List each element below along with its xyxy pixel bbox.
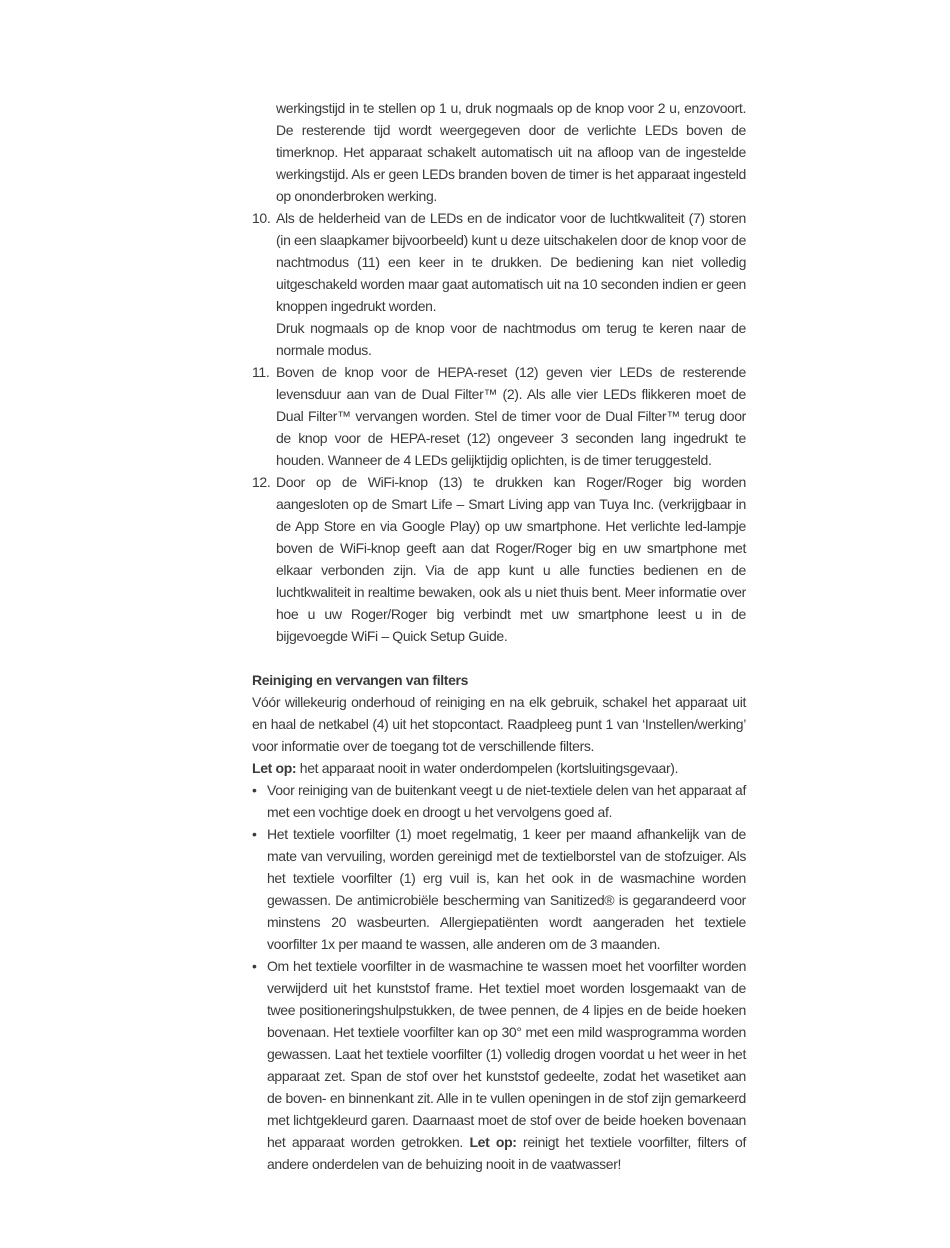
item-text: Boven de knop voor de HEPA-reset (12) geven vier LEDs de resterende levensduur aan van de Dual Filter™ (2). Als alle vier LEDs flikkeren moet de Dual Filter™ vervangen worden. Stel de timer voor de Dual Filter™ terug door de knop voor de HEPA-reset (12) ongeveer 3 seconden lang ingedrukt te houden. Wanneer de 4 LEDs gelijktijdig oplichten, is de timer teruggesteld. — [276, 364, 746, 468]
item-number: 10. — [252, 210, 271, 226]
item-number: 12. — [252, 474, 271, 490]
item-text: Als de helderheid van de LEDs en de indicator voor de luchtkwaliteit (7) storen (in een slaapkamer bijvoorbeeld) kunt u deze uitschakelen door de knop voor de nachtmodus (11) een keer in te drukken. De bediening kan niet volledig uitgeschakeld worden maar gaat automatisch uit na 10 seconden indien er geen knoppen ingedrukt worden. — [276, 210, 747, 314]
list-item-10 — [252, 207, 746, 361]
warning-label: Let op: — [469, 1134, 517, 1150]
intro-continuation: werkingstijd in te stellen op 1 u, druk nogmaals op de knop voor 2 u, enzovoort. De resterende tijd wordt weergegeven door de verlichte LEDs boven de timerknop. Het apparaat schakelt automatisch uit na afloop van de ingestelde werkingstijd. Als er geen LEDs branden boven de timer is het apparaat ingesteld op ononderbroken werking. — [276, 100, 746, 204]
item-number: 11. — [252, 364, 270, 380]
bullet-text-tail: reinigt het textiele voorfilter, filters of andere onderdelen van de behuizing nooit in de vaatwasser! — [267, 1134, 746, 1172]
warning-label: Let op: — [252, 760, 297, 776]
bullet-item — [252, 823, 746, 955]
item-text-2: Druk nogmaals op de knop voor de nachtmodus om terug te keren naar de normale modus. — [276, 320, 746, 358]
warning-text: het apparaat nooit in water onderdompelen (kortsluitingsgevaar). — [296, 760, 679, 776]
bullet-text-main: Om het textiele voorfilter in de wasmachine te wassen moet het voorfilter worden verwijderd uit het kunststof frame. Het textiel moet worden losgemaakt van de twee positioneringshulpstukken, de twee pennen, de 4 lipjes en de beide hoeken bovenaan. Het textiele voorfilter kan op 30° met een mild wasprogramma worden gewassen. Laat het textiele voorfilter (1) volledig drogen voordat u het weer in het apparaat zet. Span de stof over het kunststof gedeelte, zodat het wasetiket aan de boven- en binnenkant zit. Alle in te vullen openingen in de stof zijn gemarkeerd met lichtgekleurd garen. Daarnaast moet de stof over de beide hoeken bovenaan het apparaat worden getrokken. — [267, 958, 746, 1150]
bullet-text — [267, 955, 746, 1175]
bullet-text: Voor reiniging van de buitenkant veegt u de niet-textiele delen van het apparaat af met een vochtige doek en droogt u het vervolgens goed af. — [267, 782, 746, 820]
list-item-12 — [252, 471, 746, 647]
manual-page — [252, 97, 746, 1175]
section-intro-text: Vóór willekeurig onderhoud of reiniging en na elk gebruik, schakel het apparaat uit en haal de netkabel (4) uit het stopcontact. Raadpleeg punt 1 van ‘Instellen/werking’ voor informatie over de toegang tot de verschillende filters. — [252, 694, 746, 754]
section-intro — [252, 691, 746, 779]
bullet-item — [252, 955, 746, 1175]
list-item-11 — [252, 361, 746, 471]
bullet-icon: • — [252, 782, 257, 798]
bullet-icon: • — [252, 958, 257, 974]
bullet-text: Het textiele voorfilter (1) moet regelmatig, 1 keer per maand afhankelijk van de mate van vervuiling, worden gereinigd met de textielborstel van de stofzuiger. Als het textiele voorfilter (1) erg vuil is, kan het ook in de wasmachine worden gewassen. De antimicrobiële bescherming van Sanitized® is gegarandeerd voor minstens 20 wasbeurten. Allergiepatiënten wordt aangeraden het textiele voorfilter 1x per maand te wassen, alle anderen om de 3 maanden. — [267, 826, 746, 952]
item-text: Door op de WiFi-knop (13) te drukken kan Roger/Roger big worden aangesloten op de Smart Life – Smart Living app van Tuya Inc. (verkrijgbaar in de App Store en via Google Play) op uw smartphone. Het verlichte led-lampje boven de WiFi-knop geeft aan dat Roger/Roger big en uw smartphone met elkaar verbonden zijn. Via de app kunt u alle functies bedienen en de luchtkwaliteit in realtime bewaken, ook als u niet thuis bent. Meer informatie over hoe u uw Roger/Roger big verbindt met uw smartphone leest u in de bijgevoegde WiFi – Quick Setup Guide. — [276, 474, 746, 644]
bullet-item — [252, 779, 746, 823]
section-heading: Reiniging en vervangen van filters — [252, 672, 469, 688]
bullet-icon: • — [252, 826, 257, 842]
